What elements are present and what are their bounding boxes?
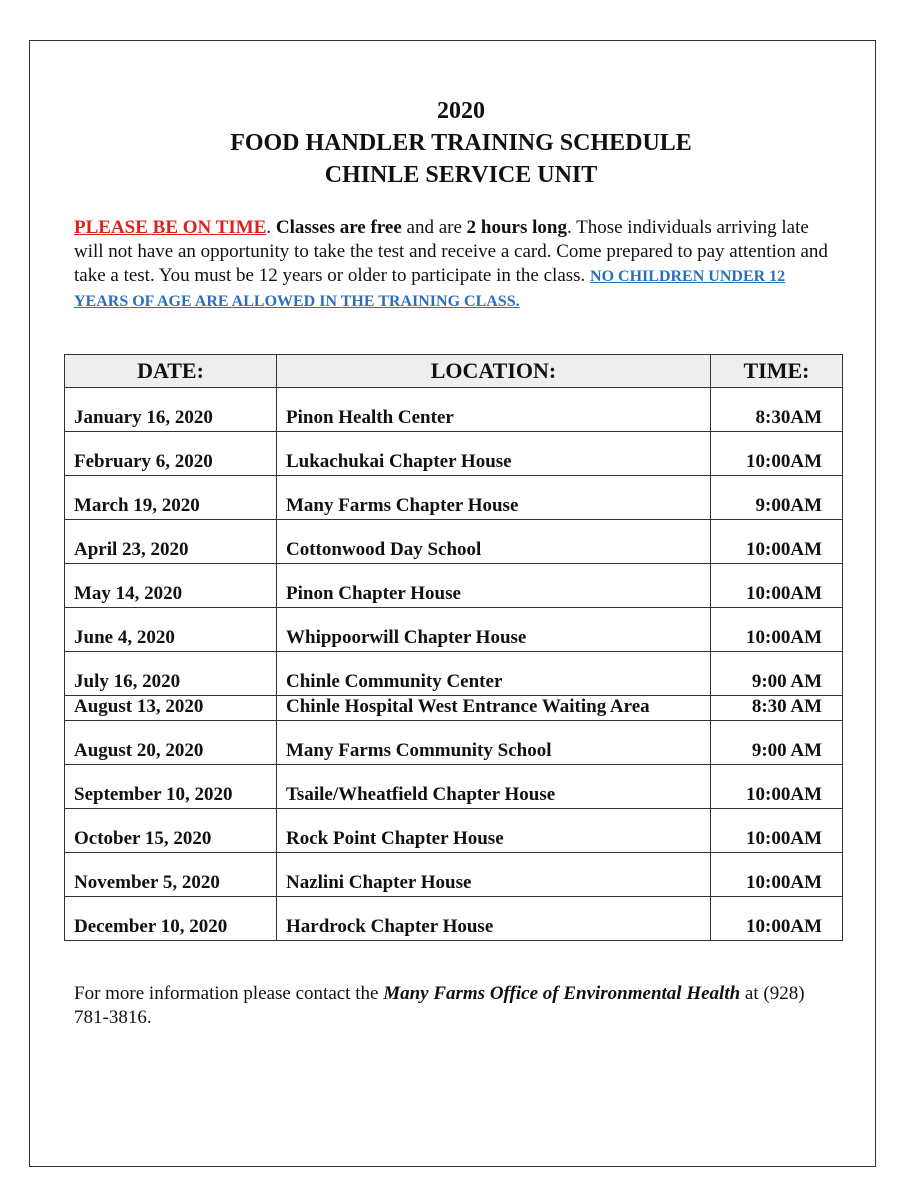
time-cell: 10:00AM — [711, 853, 843, 897]
contact-phone: at (928) 781-3816. — [74, 983, 805, 1028]
contact-info — [74, 982, 834, 1030]
table-row — [65, 432, 843, 476]
table-row — [65, 809, 843, 853]
date-cell: April 23, 2020 — [65, 520, 277, 564]
location-cell: Cottonwood Day School — [277, 520, 711, 564]
date-cell: May 14, 2020 — [65, 564, 277, 608]
time-cell: 10:00AM — [711, 520, 843, 564]
on-time-warning: PLEASE BE ON TIME — [74, 217, 267, 238]
table-header-row — [65, 355, 843, 388]
time-cell: 10:00AM — [711, 897, 843, 941]
location-cell: Chinle Community Center — [277, 652, 711, 696]
location-cell: Chinle Hospital West Entrance Waiting Area — [277, 696, 711, 721]
duration-text: 2 hours long — [466, 217, 567, 238]
date-cell: September 10, 2020 — [65, 765, 277, 809]
time-cell: 9:00 AM — [711, 721, 843, 765]
table-row — [65, 652, 843, 696]
date-cell: March 19, 2020 — [65, 476, 277, 520]
location-cell: Pinon Chapter House — [277, 564, 711, 608]
time-cell: 8:30 AM — [711, 696, 843, 721]
time-cell: 10:00AM — [711, 809, 843, 853]
table-row — [65, 520, 843, 564]
date-cell: July 16, 2020 — [65, 652, 277, 696]
time-cell: 10:00AM — [711, 564, 843, 608]
date-cell: August 13, 2020 — [65, 696, 277, 721]
location-cell: Hardrock Chapter House — [277, 897, 711, 941]
children-warning: NO CHILDREN UNDER 12 YEARS OF AGE ARE ALLOWED IN THE TRAINING CLASS. — [74, 268, 786, 310]
schedule-table — [64, 354, 843, 941]
title-year: 2020 — [437, 98, 485, 124]
table-row — [65, 897, 843, 941]
location-cell: Whippoorwill Chapter House — [277, 608, 711, 652]
location-cell: Lukachukai Chapter House — [277, 432, 711, 476]
date-cell: January 16, 2020 — [65, 388, 277, 432]
table-row — [65, 608, 843, 652]
table-row — [65, 853, 843, 897]
date-cell: February 6, 2020 — [65, 432, 277, 476]
table-row — [65, 765, 843, 809]
date-cell: August 20, 2020 — [65, 721, 277, 765]
table-row — [65, 388, 843, 432]
table-row — [65, 564, 843, 608]
classes-free-text: Classes are free — [275, 217, 402, 238]
location-cell: Pinon Health Center — [277, 388, 711, 432]
contact-prefix: For more information please contact the — [74, 983, 384, 1004]
schedule-body — [65, 388, 843, 941]
location-header: LOCATION: — [277, 355, 711, 388]
intro-paragraph — [74, 216, 834, 314]
time-cell: 10:00AM — [711, 432, 843, 476]
date-cell: October 15, 2020 — [65, 809, 277, 853]
date-cell: December 10, 2020 — [65, 897, 277, 941]
time-cell: 8:30AM — [711, 388, 843, 432]
date-cell: June 4, 2020 — [65, 608, 277, 652]
location-cell: Tsaile/Wheatfield Chapter House — [277, 765, 711, 809]
intro-period: . — [266, 217, 276, 238]
time-cell: 9:00 AM — [711, 652, 843, 696]
location-cell: Many Farms Community School — [277, 721, 711, 765]
title-subtitle: CHINLE SERVICE UNIT — [324, 162, 598, 188]
time-header: TIME: — [711, 355, 843, 388]
location-cell: Many Farms Chapter House — [277, 476, 711, 520]
location-cell: Nazlini Chapter House — [277, 853, 711, 897]
table-row — [65, 721, 843, 765]
intro-body: . Those individuals arriving late will not have an opportunity to take the test and receive a card. Come prepared to pay attention and take a test. You must be 12 years or older to participate in the class. — [74, 217, 828, 286]
date-cell: November 5, 2020 — [65, 853, 277, 897]
office-name: Many Farms Office of Environmental Health — [383, 983, 741, 1004]
intro-and-are: and are — [401, 217, 467, 238]
table-row — [65, 476, 843, 520]
time-cell: 10:00AM — [711, 608, 843, 652]
page-title — [0, 95, 922, 191]
date-header: DATE: — [65, 355, 277, 388]
title-main: FOOD HANDLER TRAINING SCHEDULE — [230, 130, 692, 156]
location-cell: Rock Point Chapter House — [277, 809, 711, 853]
time-cell: 10:00AM — [711, 765, 843, 809]
time-cell: 9:00AM — [711, 476, 843, 520]
table-row — [65, 696, 843, 721]
